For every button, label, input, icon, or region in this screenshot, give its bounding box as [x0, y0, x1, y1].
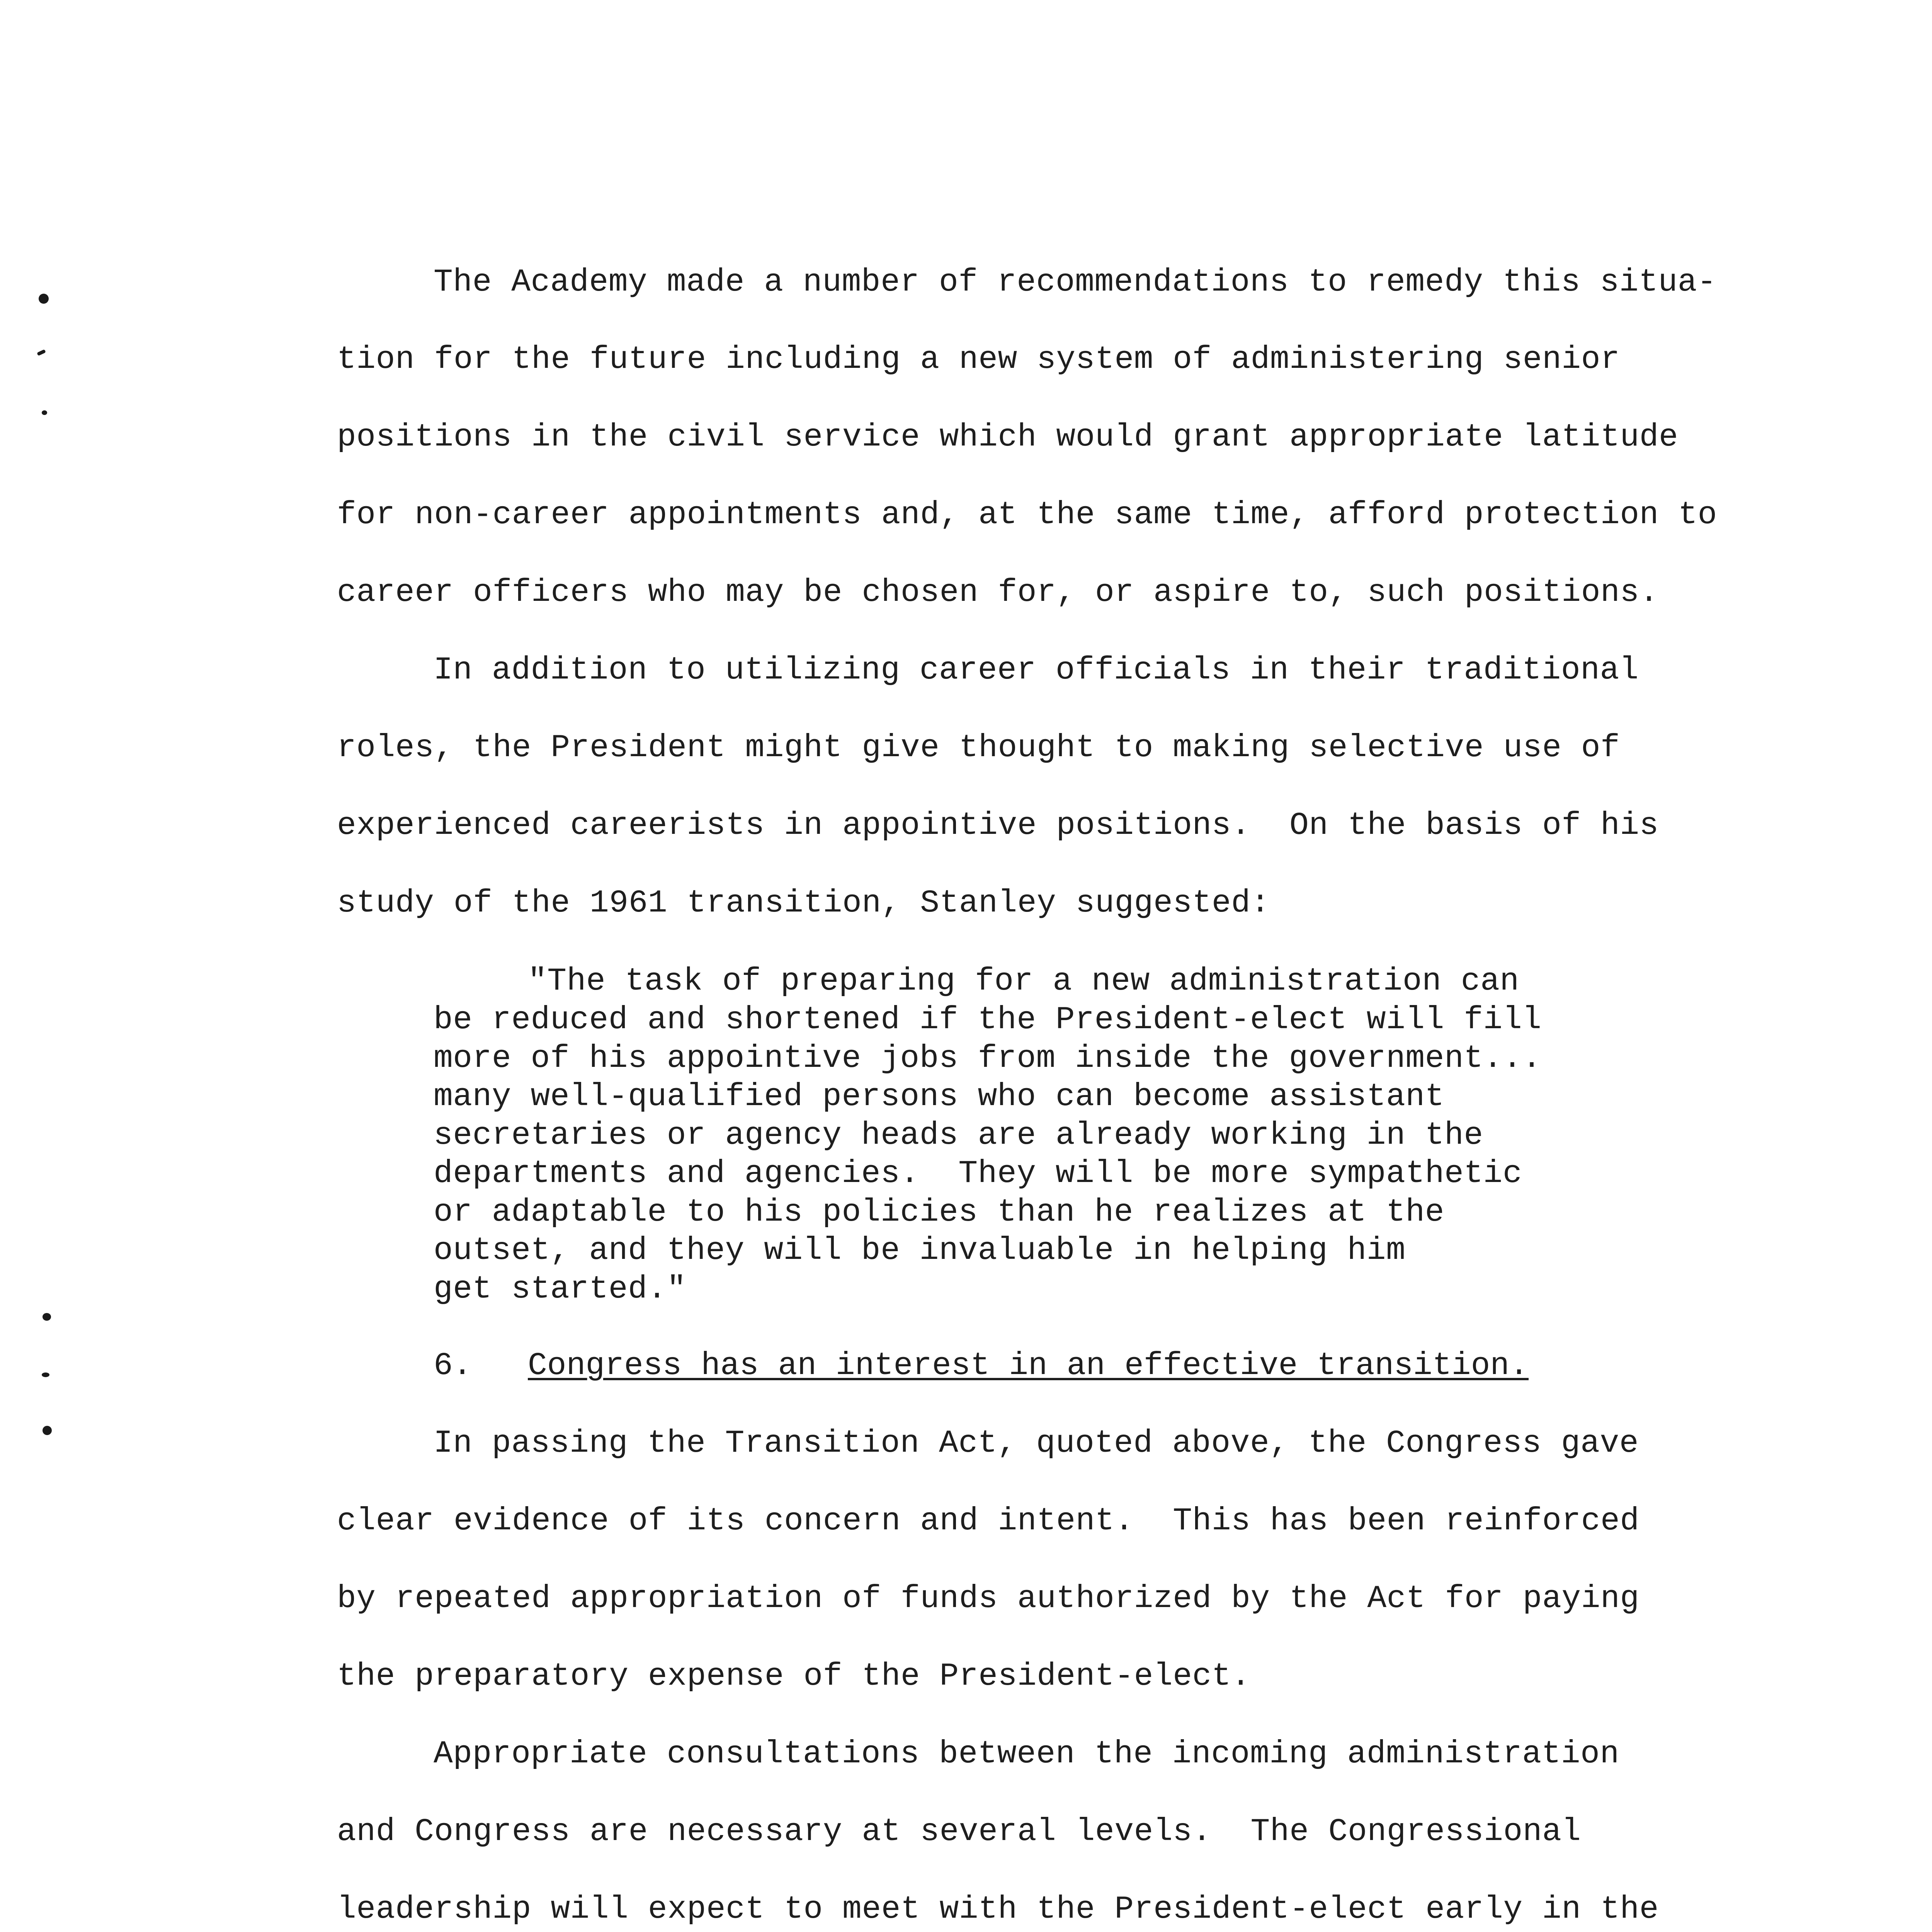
paragraph-1-line-5: career officers who may be chosen for, or aspire to, such positions. — [337, 574, 1659, 611]
paragraph-3-line-3: by repeated appropriation of funds authorized by the Act for paying — [337, 1580, 1639, 1617]
quote-line-3: more of his appointive jobs from inside the government... — [434, 1040, 1542, 1077]
paragraph-3-line-1: In passing the Transition Act, quoted above, the Congress gave — [434, 1425, 1639, 1461]
paragraph-2-line-4: study of the 1961 transition, Stanley suggested: — [337, 885, 1270, 921]
quote-line-2: be reduced and shortened if the President-elect will fill — [434, 1002, 1542, 1038]
scan-speck — [39, 294, 49, 304]
section-heading: Congress has an interest in an effective transition. — [528, 1347, 1529, 1384]
paragraph-2-line-1: In addition to utilizing career officials in their traditional — [434, 652, 1639, 688]
scan-speck — [37, 349, 46, 356]
scan-speck — [43, 1313, 51, 1321]
paragraph-1-line-2: tion for the future including a new system of administering senior — [337, 341, 1620, 378]
paragraph-2-line-3: experienced careerists in appointive positions. On the basis of his — [337, 807, 1659, 844]
quote-line-8: outset, and they will be invaluable in helping him — [434, 1232, 1406, 1269]
scan-speck — [42, 1372, 49, 1377]
quote-line-1: "The task of preparing for a new administration can — [528, 963, 1519, 999]
paragraph-1-line-1: The Academy made a number of recommendations to remedy this situa- — [434, 264, 1717, 300]
quote-line-5: secretaries or agency heads are already working in the — [434, 1117, 1483, 1153]
paragraph-3-line-2: clear evidence of its concern and intent. This has been reinforced — [337, 1503, 1639, 1539]
paragraph-1-line-4: for non-career appointments and, at the same time, afford protection to — [337, 497, 1717, 533]
quote-line-4: many well-qualified persons who can become assistant — [434, 1078, 1445, 1115]
paragraph-3-line-4: the preparatory expense of the President-elect. — [337, 1658, 1251, 1694]
scan-speck — [43, 1426, 52, 1435]
section-number: 6. — [434, 1347, 472, 1384]
paragraph-4-line-3: leadership will expect to meet with the President-elect early in the — [337, 1891, 1659, 1927]
quote-line-6: departments and agencies. They will be more sympathetic — [434, 1155, 1522, 1192]
quote-line-7: or adaptable to his policies than he realizes at the — [434, 1194, 1445, 1230]
paragraph-4-line-2: and Congress are necessary at several levels. The Congressional — [337, 1813, 1581, 1850]
paragraph-4-line-1: Appropriate consultations between the incoming administration — [434, 1736, 1619, 1772]
scan-speck — [42, 410, 47, 415]
paragraph-2-line-2: roles, the President might give thought to making selective use of — [337, 730, 1620, 766]
quote-line-9: get started." — [434, 1271, 687, 1307]
paragraph-1-line-3: positions in the civil service which would grant appropriate latitude — [337, 419, 1679, 455]
